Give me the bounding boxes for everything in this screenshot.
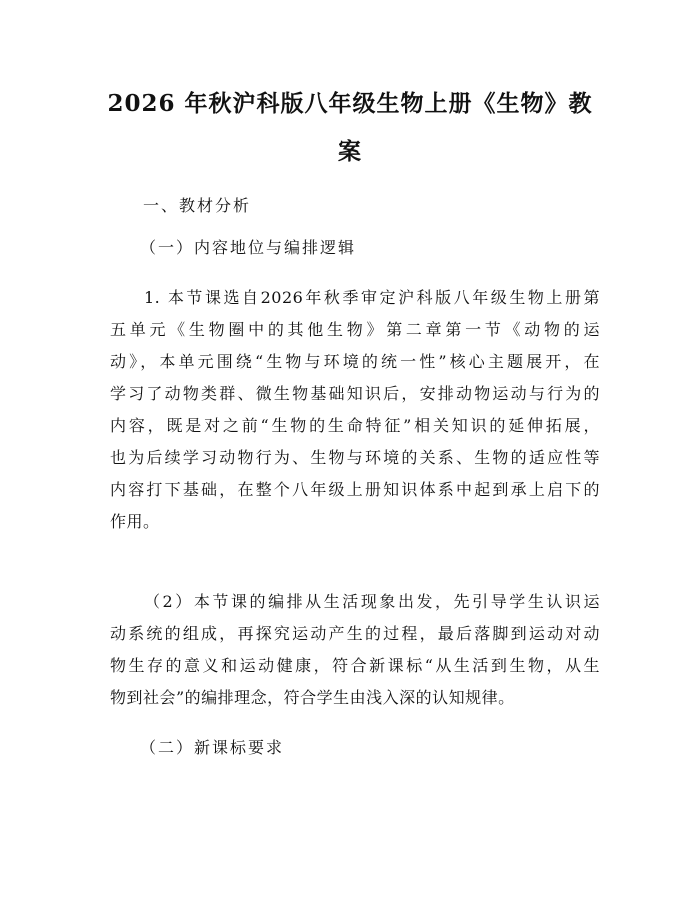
subsection-heading-content-position: （一）内容地位与编排逻辑: [140, 238, 357, 257]
paragraph-line: 物到社会”的编排理念，符合学生由浅入深的认知规律。: [110, 688, 515, 707]
paragraph-line: 内容打下基础，在整个八年级上册知识体系中起到承上启下的: [110, 480, 600, 499]
paragraph-line: 内容，既是对之前“生物的生命特征”相关知识的延伸拓展，: [110, 416, 600, 435]
paragraph-line: 学习了动物类群、微生物基础知识后，安排动物运动与行为的: [110, 384, 600, 403]
section-heading-textbook-analysis: 一、教材分析: [143, 196, 252, 215]
paragraph-arrangement-logic: [110, 586, 600, 714]
paragraph-content-position: [110, 282, 600, 538]
title-line-2: 案: [338, 138, 362, 165]
paragraph-line: 1. 本节课选自2026年秋季审定沪科版八年级生物上册第: [144, 288, 600, 307]
paragraph-line: 动》，本单元围绕“生物与环境的统一性”核心主题展开，在: [110, 352, 600, 371]
paragraph-line: 动系统的组成，再探究运动产生的过程，最后落脚到运动对动: [110, 624, 600, 643]
paragraph-line: 也为后续学习动物行为、生物与环境的关系、生物的适应性等: [110, 448, 600, 467]
subsection-heading-curriculum-requirements: （二）新课标要求: [140, 738, 285, 757]
paragraph-line: （2）本节课的编排从生活现象出发，先引导学生认识运: [144, 592, 600, 611]
paragraph-line: 作用。: [110, 512, 160, 531]
paragraph-line: 五单元《生物圈中的其他生物》第二章第一节《动物的运: [110, 320, 600, 339]
title-line-1: 2026 年秋沪科版八年级生物上册《生物》教: [107, 90, 593, 117]
document-title: [100, 80, 600, 176]
paragraph-line: 物生存的意义和运动健康，符合新课标“从生活到生物，从生: [110, 656, 600, 675]
